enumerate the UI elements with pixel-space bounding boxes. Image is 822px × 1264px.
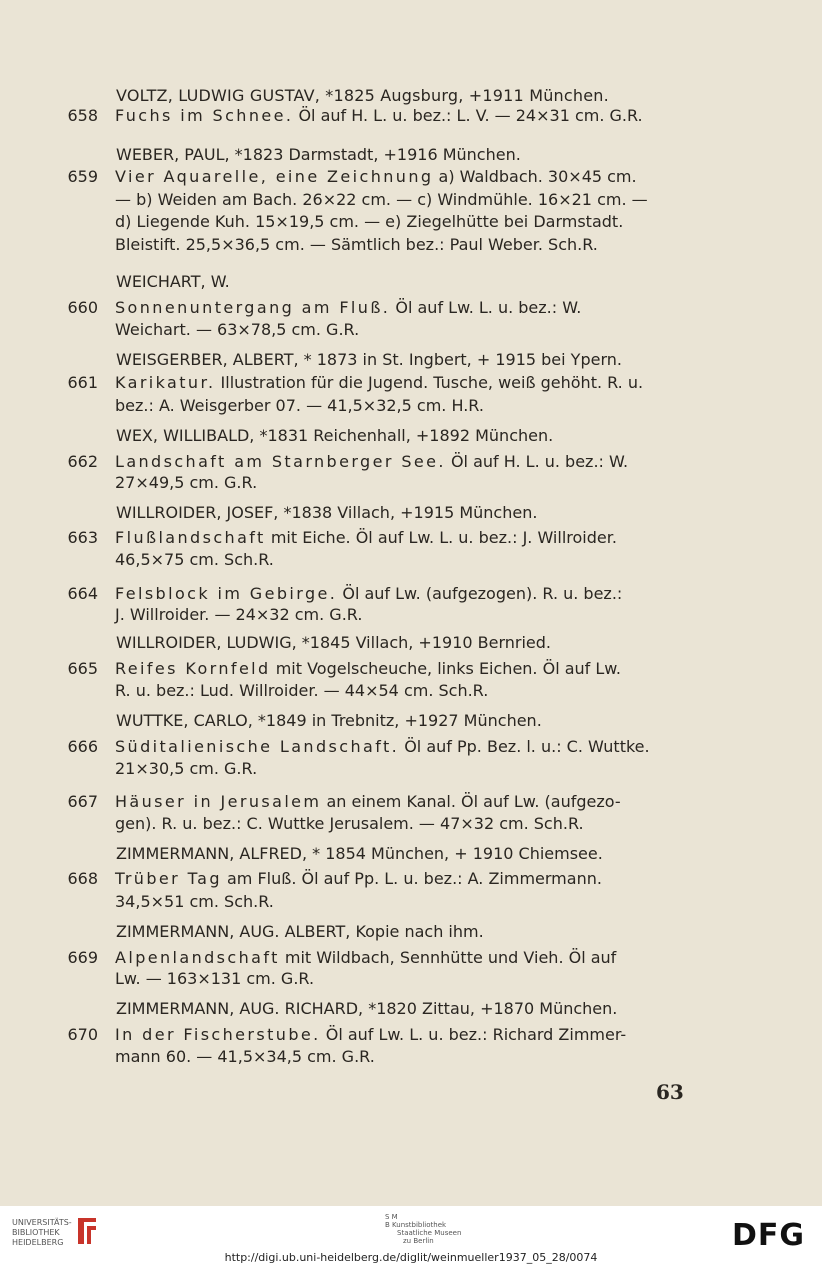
lot-title: Fuchs im Schnee. xyxy=(115,106,294,125)
lot-title: Karikatur. xyxy=(115,373,216,392)
artist-heading: ZIMMERMANN, ALFRED, * 1854 München, + 1910 Chiemsee. xyxy=(116,844,603,863)
lot-text: J. Willroider. — 24×32 cm. G.R. xyxy=(115,605,363,624)
lot-number: 661 xyxy=(67,373,98,392)
artist-heading: WEISGERBER, ALBERT, * 1873 in St. Ingbert, + 1915 bei Ypern. xyxy=(116,350,622,369)
dfg-logo[interactable]: DFG xyxy=(732,1218,806,1253)
lot-description xyxy=(115,298,581,318)
lot-text: Lw. — 163×131 cm. G.R. xyxy=(115,969,315,988)
artist-heading: WEX, WILLIBALD, *1831 Reichenhall, +1892 München. xyxy=(116,426,554,445)
artist-heading: ZIMMERMANN, AUG. ALBERT, Kopie nach ihm. xyxy=(116,922,484,941)
lot-text: Öl auf Lw. (aufgezogen). R. u. bez.: xyxy=(342,584,623,603)
lot-number: 668 xyxy=(67,869,98,888)
lot-number: 666 xyxy=(67,737,98,756)
artist-heading: ZIMMERMANN, AUG. RICHARD, *1820 Zittau, +1870 München. xyxy=(116,999,618,1018)
lot-description xyxy=(115,869,602,889)
lot-text: mit Vogelscheuche, links Eichen. Öl auf Lw. xyxy=(275,659,621,678)
lot-text: R. u. bez.: Lud. Willroider. — 44×54 cm. Sch.R. xyxy=(115,681,489,700)
library-logo[interactable] xyxy=(12,1218,72,1248)
lot-description xyxy=(115,737,650,757)
lot-text: mit Wildbach, Sennhütte und Vieh. Öl auf xyxy=(284,948,617,967)
artist-heading: WUTTKE, CARLO, *1849 in Trebnitz, +1927 München. xyxy=(116,711,542,730)
lot-title: Sonnenuntergang am Fluß. xyxy=(115,298,391,317)
museum-logo-line: zu Berlin xyxy=(403,1237,434,1245)
lot-description xyxy=(115,1025,626,1045)
viewer-footer xyxy=(0,1206,822,1264)
lot-text: — b) Weiden am Bach. 26×22 cm. — c) Windmühle. 16×21 cm. — xyxy=(115,190,648,209)
lot-description xyxy=(115,792,621,812)
lot-description xyxy=(115,452,628,472)
lot-text: an einem Kanal. Öl auf Lw. (aufgezo- xyxy=(326,792,621,811)
lot-number: 670 xyxy=(67,1025,98,1044)
lot-text: Öl auf H. L. u. bez.: L. V. — 24×31 cm. G.R. xyxy=(298,106,643,125)
lot-title: Felsblock im Gebirge. xyxy=(115,584,338,603)
museum-logo[interactable] xyxy=(385,1213,461,1245)
lot-text: 27×49,5 cm. G.R. xyxy=(115,473,258,492)
lot-text: d) Liegende Kuh. 15×19,5 cm. — e) Ziegelhütte bei Darmstadt. xyxy=(115,212,624,231)
artist-heading: WILLROIDER, LUDWIG, *1845 Villach, +1910 Bernried. xyxy=(116,633,551,652)
library-logo-line: UNIVERSITÄTS- xyxy=(12,1218,72,1227)
lot-title: Trüber Tag xyxy=(115,869,222,888)
lot-number: 660 xyxy=(67,298,98,317)
lot-description xyxy=(115,659,621,679)
museum-logo-line: B Kunstbibliothek xyxy=(385,1221,447,1229)
lot-text: mann 60. — 41,5×34,5 cm. G.R. xyxy=(115,1047,375,1066)
lot-description xyxy=(115,373,643,393)
lot-text: mit Eiche. Öl auf Lw. L. u. bez.: J. Willroider. xyxy=(270,528,617,547)
artist-heading: VOLTZ, LUDWIG GUSTAV, *1825 Augsburg, +1911 München. xyxy=(116,86,609,105)
lot-number: 662 xyxy=(67,452,98,471)
lot-text: 34,5×51 cm. Sch.R. xyxy=(115,892,274,911)
lot-text: am Fluß. Öl auf Pp. L. u. bez.: A. Zimmermann. xyxy=(226,869,602,888)
library-mark-icon xyxy=(74,1216,100,1246)
lot-text: Illustration für die Jugend. Tusche, weiß gehöht. R. u. xyxy=(220,373,644,392)
lot-text: bez.: A. Weisgerber 07. — 41,5×32,5 cm. H.R. xyxy=(115,396,484,415)
page-number: 63 xyxy=(656,1080,684,1104)
library-logo-line: BIBLIOTHEK xyxy=(12,1228,60,1237)
lot-title: Reifes Kornfeld xyxy=(115,659,271,678)
museum-logo-line: Staatliche Museen xyxy=(397,1229,462,1237)
artist-heading: WEICHART, W. xyxy=(116,272,230,291)
lot-description xyxy=(115,948,616,968)
lot-title: Vier Aquarelle, eine Zeichnung xyxy=(115,167,434,186)
lot-description xyxy=(115,528,617,548)
artist-heading: WILLROIDER, JOSEF, *1838 Villach, +1915 München. xyxy=(116,503,538,522)
lot-text: Öl auf Lw. L. u. bez.: W. xyxy=(395,298,582,317)
lot-text: Weichart. — 63×78,5 cm. G.R. xyxy=(115,320,360,339)
lot-text: 46,5×75 cm. Sch.R. xyxy=(115,550,274,569)
lot-number: 659 xyxy=(67,167,98,186)
lot-title: Flußlandschaft xyxy=(115,528,266,547)
lot-text: 21×30,5 cm. G.R. xyxy=(115,759,258,778)
lot-description xyxy=(115,584,622,604)
lot-number: 667 xyxy=(67,792,98,811)
lot-number: 663 xyxy=(67,528,98,547)
lot-title: Alpenlandschaft xyxy=(115,948,280,967)
lot-number: 669 xyxy=(67,948,98,967)
lot-description xyxy=(115,106,643,126)
lot-description xyxy=(115,167,637,187)
lot-title: Häuser in Jerusalem xyxy=(115,792,322,811)
lot-number: 665 xyxy=(67,659,98,678)
permalink-url[interactable]: http://digi.ub.uni-heidelberg.de/diglit/weinmueller1937_05_28/0074 xyxy=(224,1251,598,1264)
lot-title: Süditalienische Landschaft. xyxy=(115,737,400,756)
lot-title: Landschaft am Starnberger See. xyxy=(115,452,446,471)
lot-text: Öl auf Pp. Bez. l. u.: C. Wuttke. xyxy=(404,737,650,756)
museum-logo-line: S M xyxy=(385,1213,398,1221)
lot-number: 658 xyxy=(67,106,98,125)
lot-text: Öl auf Lw. L. u. bez.: Richard Zimmer- xyxy=(325,1025,627,1044)
artist-heading: WEBER, PAUL, *1823 Darmstadt, +1916 München. xyxy=(116,145,521,164)
lot-title: In der Fischerstube. xyxy=(115,1025,321,1044)
library-logo-line: HEIDELBERG xyxy=(12,1238,64,1247)
lot-text: a) Waldbach. 30×45 cm. xyxy=(438,167,637,186)
lot-number: 664 xyxy=(67,584,98,603)
lot-text: Öl auf H. L. u. bez.: W. xyxy=(450,452,629,471)
lot-text: Bleistift. 25,5×36,5 cm. — Sämtlich bez.: Paul Weber. Sch.R. xyxy=(115,235,598,254)
lot-text: gen). R. u. bez.: C. Wuttke Jerusalem. — 47×32 cm. Sch.R. xyxy=(115,814,584,833)
